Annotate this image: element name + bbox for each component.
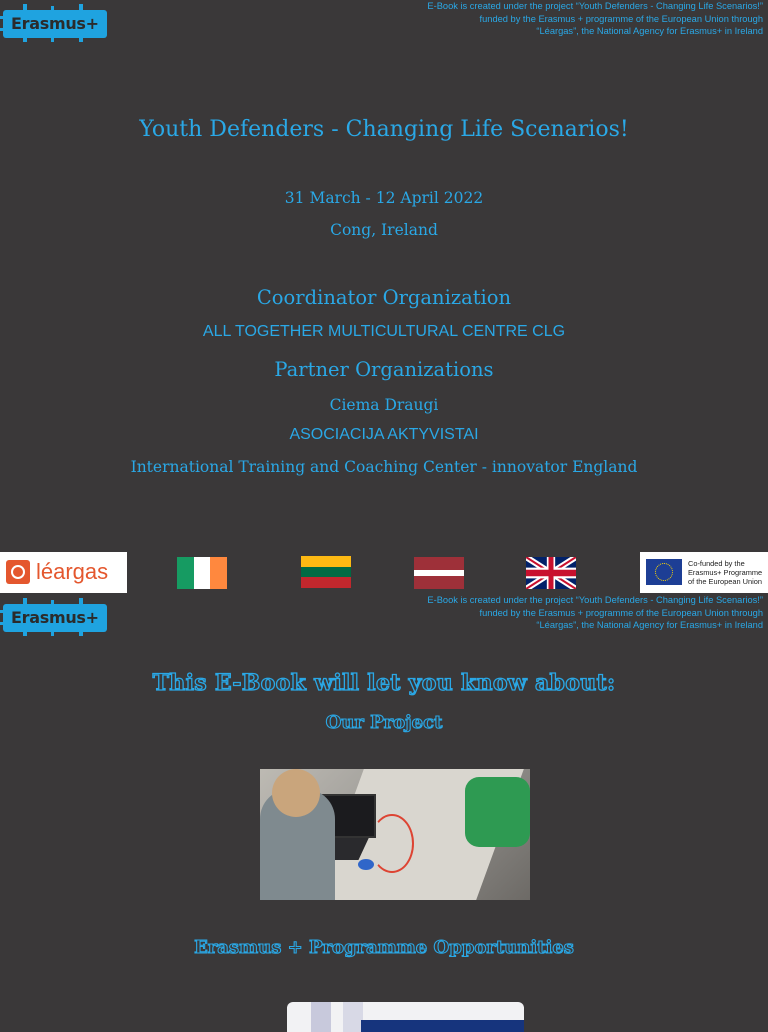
credit-line-2: funded by the Erasmus + programme of the European Union through [479,607,763,618]
lithuania-flag [301,556,351,588]
project-photo [260,769,530,900]
erasmus-logo [3,4,107,42]
coordinator-heading: Coordinator Organization [256,286,512,309]
uk-flag [526,557,576,589]
credit-line-3: “Léargas”, the National Agency for Erasmus+ in Ireland [536,26,763,36]
leargas-text: léargas [36,559,109,584]
credit-line-1: E-Book is created under the project “Youth Defenders - Changing Life Scenarios!” [427,1,763,11]
credit-line-2: funded by the Erasmus + programme of the European Union through [479,13,763,24]
erasmus-logo [3,598,107,636]
eu-text-line: Co-funded by the [688,559,745,568]
topic-erasmus-opportunities: Erasmus + Programme Opportunities [194,937,574,958]
leargas-logo [0,552,127,593]
coordinator-name: ALL TOGETHER MULTICULTURAL CENTRE CLG [202,323,566,340]
erasmus-logo-text: Erasmus+ [11,608,99,627]
partners-heading: Partner Organizations [274,358,494,381]
partner-item: Ciema Draugi [329,396,439,414]
eu-text-line: Erasmus+ Programme [688,568,763,577]
credit-line-3: “Léargas”, the National Agency for Erasmus+ in Ireland [536,620,763,630]
next-image-preview [287,1002,524,1032]
eu-flag-icon [646,559,682,585]
project-title: Youth Defenders - Changing Life Scenarios! [139,117,629,142]
eu-cofunded-logo [640,552,768,593]
partner-item: ASOCIACIJA AKTYVISTAI [289,426,479,443]
erasmus-logo-text: Erasmus+ [11,14,99,33]
leargas-mark-icon [6,560,30,584]
funding-credit [343,0,763,38]
project-location: Cong, Ireland [330,221,438,239]
partner-item: International Training and Coaching Center - innovator England [130,458,638,476]
project-dates: 31 March - 12 April 2022 [284,189,484,207]
ebook-heading: This E-Book will let you know about: [152,670,616,696]
ireland-flag [177,557,227,589]
funding-credit [343,594,763,632]
latvia-flag [414,557,464,589]
topic-our-project: Our Project [325,712,443,733]
eu-text-line: of the European Union [688,577,762,586]
credit-line-1: E-Book is created under the project “Youth Defenders - Changing Life Scenarios!” [427,595,763,605]
